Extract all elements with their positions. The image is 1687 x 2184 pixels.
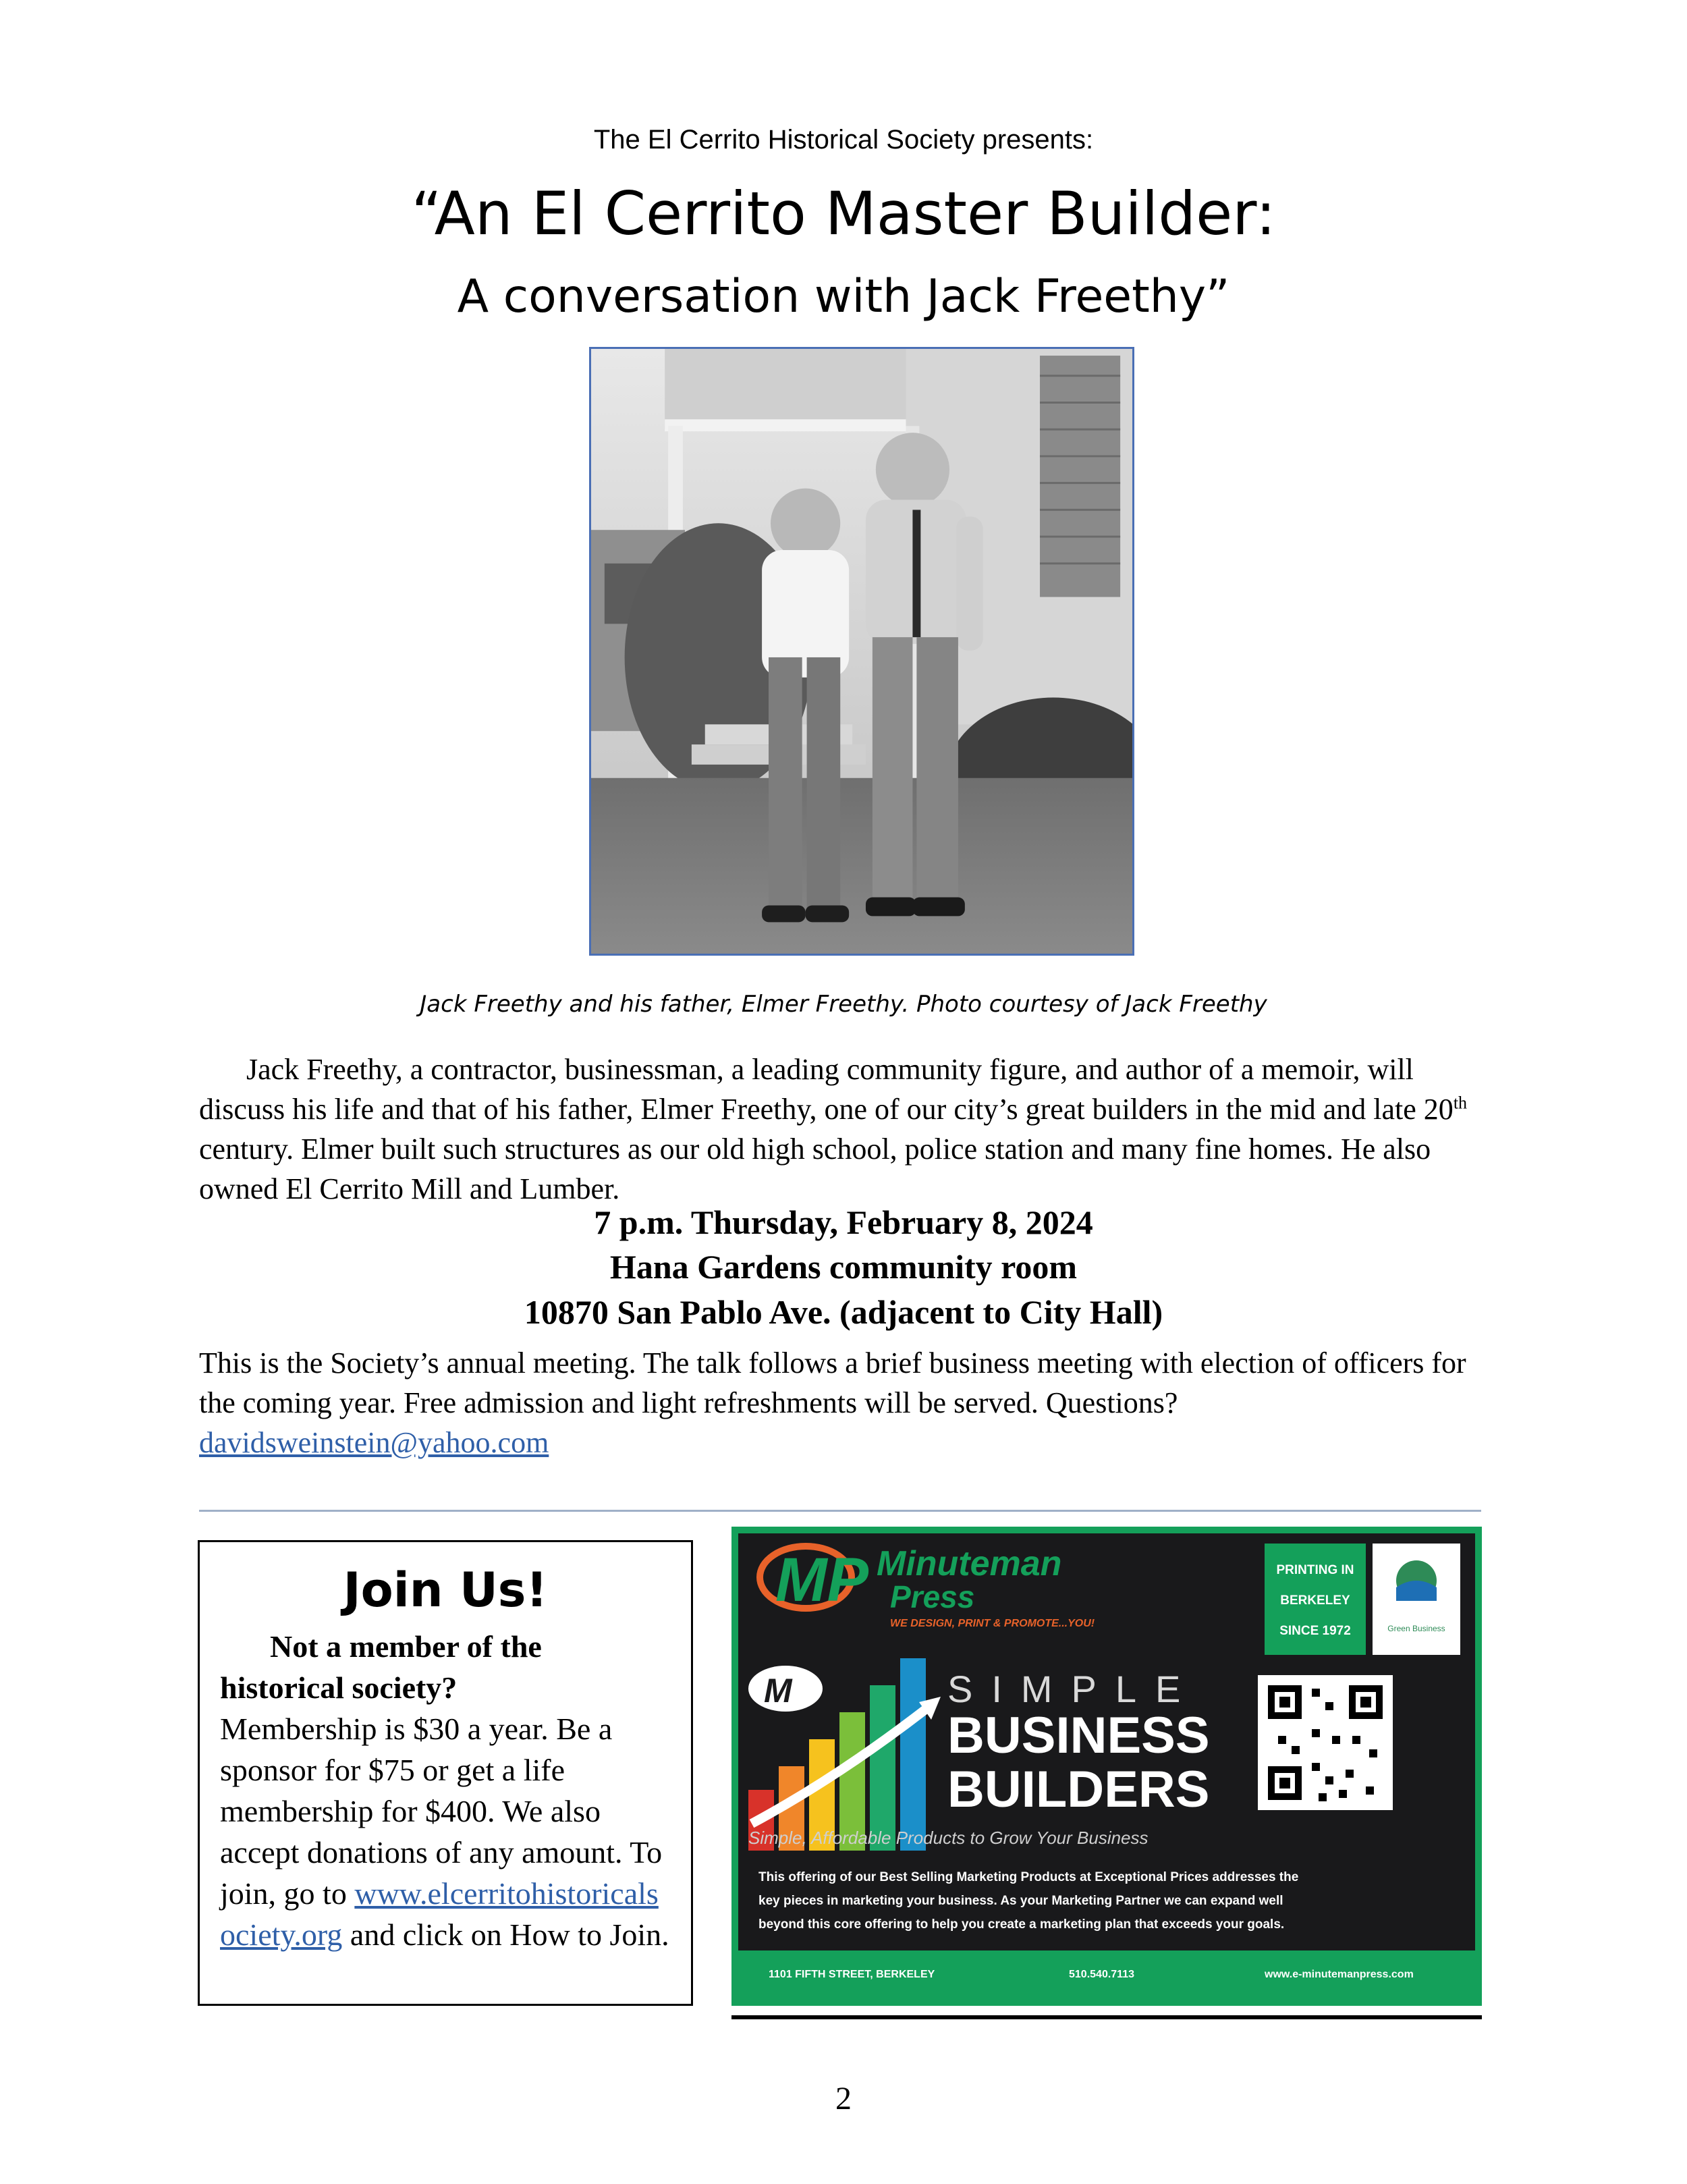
- green-business-icon: [1396, 1560, 1437, 1601]
- photo-caption: Jack Freethy and his father, Elmer Freethy. Photo courtesy of Jack Freethy: [420, 991, 1267, 1018]
- presenter-line: The El Cerrito Historical Society presents:: [593, 125, 1094, 155]
- event-description: [199, 1049, 1501, 1209]
- ad-brand-1: Minuteman: [877, 1544, 1062, 1583]
- ad-blurb-2: key pieces in marketing your business. As your Marketing Partner we can expand well: [758, 1894, 1283, 1908]
- page-number: 2: [835, 2081, 852, 2117]
- growth-chart-icon: [748, 1658, 941, 1851]
- description-text-1: Jack Freethy, a contractor, businessman, a leading community figure, and author of a memoir, will discuss his life and that of his father, Elmer Freethy, one of our city’s great builders in the mid and late 20: [199, 1053, 1454, 1126]
- contact-email-link[interactable]: davidsweinstein@yahoo.com: [199, 1426, 549, 1459]
- join-lead: Not a member of the historical society?: [220, 1629, 542, 1705]
- meeting-info: [199, 1343, 1501, 1463]
- event-subtitle: A conversation with Jack Freethy”: [457, 270, 1230, 323]
- meeting-text: This is the Society’s annual meeting. The talk follows a brief business meeting with election of officers for the coming year. Free admission and light refreshments will be served. Questions?: [199, 1346, 1466, 1419]
- ad-badge-line-2: BERKELEY: [1280, 1593, 1350, 1608]
- ad-business: BUSINESS: [947, 1707, 1210, 1764]
- description-text-2: century. Elmer built such structures as our old high school, police station and many fine homes. He also owned El Cerrito Mill and Lumber.: [199, 1132, 1431, 1205]
- minuteman-logo-icon: [760, 1546, 869, 1614]
- ad-badge-line-1: PRINTING IN: [1276, 1563, 1354, 1577]
- event-title: “An El Cerrito Master Builder:: [411, 179, 1276, 248]
- section-divider: [199, 1510, 1481, 1512]
- qr-code-icon: [1258, 1675, 1393, 1810]
- join-suffix: and click on How to Join.: [342, 1917, 669, 1952]
- ad-underline: [731, 2015, 1482, 2019]
- join-text: Membership is $30 a year. Be a sponsor for $75 or get a life membership for $400. We also accept donations of any amount. To join, go to www.elcerritohistoricalsociety.org and click on How to Join.: [220, 1712, 669, 1952]
- ad-blurb-3: beyond this core offering to help you create a marketing plan that exceeds your goals.: [758, 1917, 1285, 1932]
- ad-website: www.e-minutemanpress.com: [1265, 1969, 1414, 1980]
- svg-text:M: M: [764, 1672, 792, 1710]
- ad-address: 1101 FIFTH STREET, BERKELEY: [769, 1969, 935, 1980]
- join-box: [198, 1540, 693, 2006]
- event-time: 7 p.m. Thursday, February 8, 2024: [594, 1203, 1093, 1241]
- freethy-photo: [589, 347, 1134, 956]
- ad-brand-2: Press: [890, 1579, 975, 1614]
- green-business-label: Green Business: [1387, 1624, 1445, 1633]
- ad-tagline: WE DESIGN, PRINT & PROMOTE...YOU!: [890, 1618, 1095, 1629]
- join-title: Join Us!: [343, 1562, 548, 1618]
- ordinal-suffix: th: [1453, 1093, 1468, 1113]
- ad-blurb-1: This offering of our Best Selling Marketing Products at Exceptional Prices addresses the: [758, 1870, 1299, 1884]
- svg-text:MP: MP: [775, 1546, 868, 1614]
- event-address: 10870 San Pablo Ave. (adjacent to City Hall): [524, 1293, 1163, 1331]
- ad-builders: BUILDERS: [947, 1761, 1210, 1818]
- event-place: Hana Gardens community room: [609, 1248, 1078, 1286]
- ad-subtitle: Simple, Affordable Products to Grow Your Business: [748, 1828, 1149, 1848]
- minuteman-press-ad: [731, 1527, 1482, 2006]
- ad-simple: SIMPLE: [947, 1668, 1200, 1710]
- society-website-link[interactable]: www.elcerritohistoricalsociety.org: [220, 1876, 659, 1952]
- ad-phone: 510.540.7113: [1069, 1969, 1134, 1980]
- ad-badge-line-3: SINCE 1972: [1279, 1624, 1351, 1638]
